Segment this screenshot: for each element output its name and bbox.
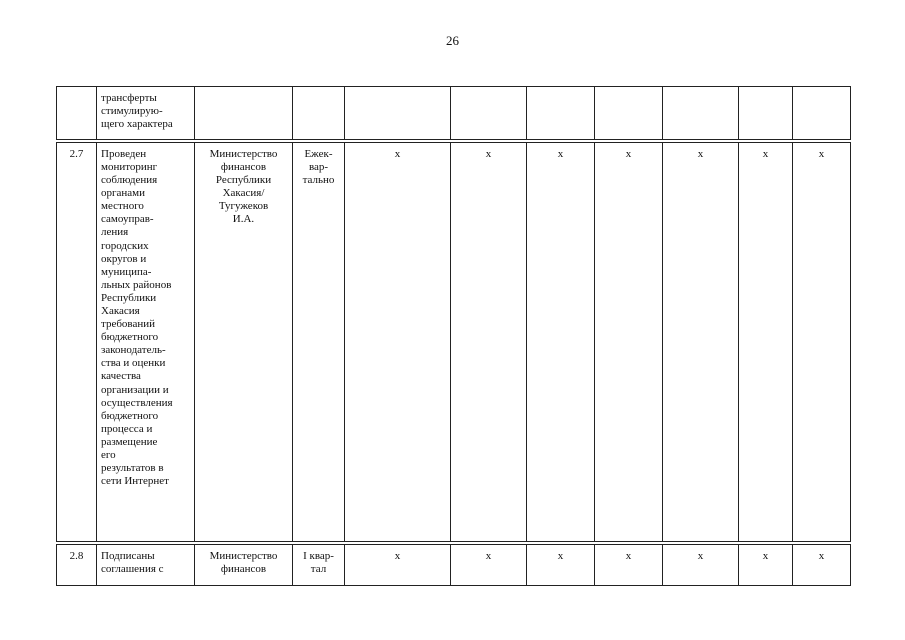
name-line: Подписаны bbox=[101, 550, 155, 563]
name-line: округов и bbox=[101, 252, 147, 265]
period-line: тал bbox=[310, 563, 327, 576]
mark-cell bbox=[527, 87, 595, 140]
mark-cell: x bbox=[451, 545, 527, 586]
row-executor-cell bbox=[195, 545, 293, 586]
table-body bbox=[57, 87, 851, 586]
name-line: ства и оценки bbox=[101, 357, 166, 370]
name-line: бюджетного bbox=[101, 409, 159, 422]
executor-line: Министерство bbox=[209, 550, 278, 563]
row-executor-cell bbox=[195, 87, 293, 140]
document-table bbox=[56, 86, 851, 586]
mark-cell bbox=[793, 87, 851, 140]
mark-cell: x bbox=[793, 545, 851, 586]
executor-line: Тугужеков bbox=[218, 200, 269, 213]
row-number-cell: 2.7 bbox=[57, 142, 97, 541]
name-line: процесса и bbox=[101, 422, 153, 435]
row-executor-cell bbox=[195, 142, 293, 541]
name-line: ления bbox=[101, 226, 129, 239]
name-line: щего характера bbox=[101, 118, 173, 131]
period-line: I квар- bbox=[303, 550, 334, 563]
name-line: органами bbox=[101, 187, 146, 200]
row-period-cell bbox=[293, 87, 345, 140]
row-name-cell bbox=[97, 545, 195, 586]
name-line: сети Интернет bbox=[101, 475, 169, 488]
mark-cell bbox=[595, 87, 663, 140]
executor-line: финансов bbox=[220, 160, 267, 173]
name-line: требований bbox=[101, 318, 156, 331]
row-name-cell bbox=[97, 87, 195, 140]
mark-cell: x bbox=[451, 142, 527, 541]
page-number: 26 bbox=[446, 33, 459, 48]
mark-cell: x bbox=[793, 142, 851, 541]
name-line: Хакасия bbox=[101, 305, 140, 318]
table-row bbox=[57, 142, 851, 541]
name-line: трансферты bbox=[101, 92, 157, 104]
mark-cell: x bbox=[527, 142, 595, 541]
name-line: законодатель- bbox=[101, 344, 166, 357]
mark-cell: x bbox=[345, 545, 451, 586]
mark-cell: x bbox=[739, 545, 793, 586]
name-line: результатов в bbox=[101, 462, 164, 475]
table-row bbox=[57, 545, 851, 586]
table-row bbox=[57, 87, 851, 140]
mark-cell: x bbox=[663, 545, 739, 586]
name-line: стимулирую- bbox=[101, 105, 163, 118]
name-line: муниципа- bbox=[101, 265, 152, 278]
mark-cell: x bbox=[595, 545, 663, 586]
name-line: Республики bbox=[101, 291, 157, 304]
executor-line: финансов bbox=[220, 563, 267, 576]
name-line: самоуправ- bbox=[101, 213, 154, 226]
name-line: соблюдения bbox=[101, 174, 158, 187]
name-line: городских bbox=[101, 239, 149, 252]
mark-cell bbox=[663, 87, 739, 140]
name-line: соглашения с bbox=[101, 563, 164, 576]
name-line: размещение bbox=[101, 435, 158, 448]
period-line: тально bbox=[302, 174, 335, 187]
name-line: бюджетного bbox=[101, 331, 159, 344]
name-line: местного bbox=[101, 200, 144, 213]
mark-cell: x bbox=[739, 142, 793, 541]
name-line: организации и bbox=[101, 383, 169, 396]
mark-cell: x bbox=[527, 545, 595, 586]
name-line: льных районов bbox=[101, 278, 172, 291]
mark-cell bbox=[345, 87, 451, 140]
name-line: Проведен bbox=[101, 147, 147, 160]
executor-line: И.А. bbox=[232, 213, 255, 226]
executor-line: Хакасия/ bbox=[222, 187, 265, 200]
name-line: осуществления bbox=[101, 396, 173, 409]
row-period-cell bbox=[293, 142, 345, 541]
mark-cell bbox=[739, 87, 793, 140]
executor-line: Министерство bbox=[209, 147, 278, 160]
mark-cell: x bbox=[663, 142, 739, 541]
mark-cell: x bbox=[345, 142, 451, 541]
period-line: Ежек- bbox=[304, 147, 333, 160]
row-period-cell bbox=[293, 545, 345, 586]
row-name-cell bbox=[97, 142, 195, 541]
name-line: его bbox=[101, 449, 116, 462]
mark-cell: x bbox=[595, 142, 663, 541]
row-number-cell bbox=[57, 87, 97, 140]
name-line: качества bbox=[101, 370, 141, 383]
name-line: мониторинг bbox=[101, 160, 158, 173]
mark-cell bbox=[451, 87, 527, 140]
executor-line: Республики bbox=[215, 174, 272, 187]
row-number-cell: 2.8 bbox=[57, 545, 97, 586]
period-line: вар- bbox=[308, 160, 329, 173]
